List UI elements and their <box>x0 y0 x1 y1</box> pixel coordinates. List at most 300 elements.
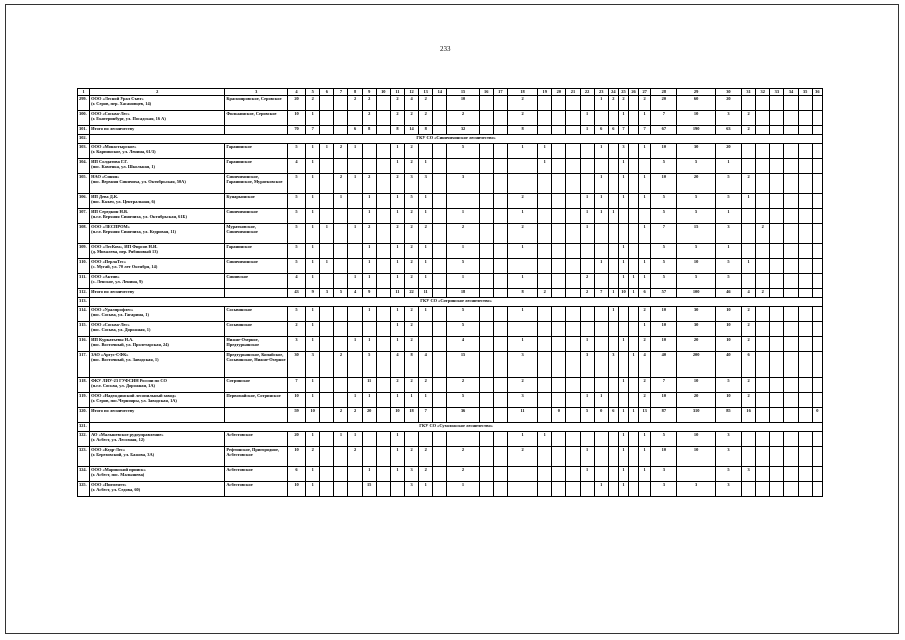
value-cell <box>348 111 362 126</box>
value-cell: 11 <box>507 408 537 423</box>
value-cell: 5 <box>677 209 715 224</box>
organization-name: ИП Дева Д.К. <box>91 194 119 199</box>
value-cell: 10 <box>447 96 479 111</box>
section-row <box>78 423 823 432</box>
organization-cell <box>90 322 225 337</box>
value-cell: 1 <box>419 393 433 408</box>
value-cell: 2 <box>507 378 537 393</box>
value-cell: 10 <box>651 393 677 408</box>
organization-cell <box>90 337 225 352</box>
value-cell <box>608 482 618 497</box>
value-cell <box>639 482 651 497</box>
column-number: 13 <box>419 89 433 96</box>
value-cell <box>756 408 770 423</box>
value-cell <box>608 174 618 194</box>
value-cell <box>479 126 493 135</box>
value-cell <box>618 393 628 408</box>
column-number: 27 <box>639 89 651 96</box>
value-cell: 4 <box>447 337 479 352</box>
organization-address: (г. Карпинское, ул. Ленина, 61/3) <box>91 149 156 154</box>
value-cell: 1 <box>447 244 479 259</box>
value-cell <box>798 144 812 159</box>
value-cell <box>784 307 798 322</box>
section-title: ГКУ СО «Сотринское лесничество» <box>90 298 823 307</box>
value-cell: 2 <box>334 352 348 378</box>
value-cell: 5 <box>651 274 677 289</box>
value-cell <box>594 224 608 244</box>
organization-address: (г. Екатеринбург, ул. Посадская, 16 А) <box>91 116 166 121</box>
value-cell: 8 <box>390 126 404 135</box>
value-cell: 1 <box>639 322 651 337</box>
column-number: 12 <box>404 89 418 96</box>
value-cell <box>376 259 390 274</box>
value-cell <box>376 126 390 135</box>
value-cell: 3 <box>677 482 715 497</box>
value-cell: 1 <box>639 224 651 244</box>
value-cell: 10 <box>651 322 677 337</box>
value-cell <box>770 352 784 378</box>
value-cell: 10 <box>651 447 677 467</box>
value-cell: 1 <box>348 224 362 244</box>
value-cell: 1 <box>419 259 433 274</box>
value-cell <box>433 159 447 174</box>
column-number: 30 <box>715 89 741 96</box>
value-cell <box>493 274 507 289</box>
value-cell <box>507 159 537 174</box>
value-cell: 1 <box>618 467 628 482</box>
value-cell <box>538 224 552 244</box>
value-cell: 1 <box>629 352 639 378</box>
value-cell <box>756 337 770 352</box>
section-title: ГКУ СО «Синячихинское лесничество» <box>90 135 823 144</box>
value-cell <box>629 393 639 408</box>
value-cell <box>594 307 608 322</box>
column-number: 6 <box>320 89 334 96</box>
value-cell <box>742 482 756 497</box>
value-cell: 2 <box>447 224 479 244</box>
value-cell: 14 <box>404 126 418 135</box>
row-number: 316. <box>78 337 90 352</box>
value-cell <box>479 289 493 298</box>
value-cell <box>756 432 770 447</box>
value-cell <box>770 96 784 111</box>
value-cell: 1 <box>306 467 320 482</box>
value-cell <box>629 126 639 135</box>
value-cell: 1 <box>507 337 537 352</box>
value-cell <box>812 209 822 224</box>
value-cell: 1 <box>618 159 628 174</box>
value-cell <box>348 307 362 322</box>
value-cell <box>362 144 376 159</box>
value-cell: 1 <box>306 482 320 497</box>
value-cell: 2 <box>447 467 479 482</box>
organization-address: (пос. Восточный, ул. Заводская, 1) <box>91 357 159 362</box>
table-row <box>78 393 823 408</box>
value-cell: 2 <box>404 209 418 224</box>
row-number: 315. <box>78 322 90 337</box>
value-cell: 70 <box>287 126 305 135</box>
value-cell <box>784 447 798 467</box>
value-cell <box>798 337 812 352</box>
value-cell <box>798 244 812 259</box>
value-cell <box>433 111 447 126</box>
value-cell: 5 <box>677 274 715 289</box>
value-cell <box>493 174 507 194</box>
value-cell: 1 <box>306 322 320 337</box>
column-number: 33 <box>770 89 784 96</box>
value-cell: 1 <box>390 307 404 322</box>
value-cell: 1 <box>306 432 320 447</box>
value-cell <box>812 467 822 482</box>
value-cell: 3 <box>618 144 628 159</box>
value-cell <box>812 289 822 298</box>
value-cell <box>629 378 639 393</box>
value-cell <box>580 432 594 447</box>
column-number: 14 <box>433 89 447 96</box>
value-cell: 5 <box>287 194 305 209</box>
value-cell: 1 <box>580 393 594 408</box>
value-cell: 2 <box>404 307 418 322</box>
value-cell: 20 <box>715 96 741 111</box>
value-cell <box>812 393 822 408</box>
value-cell <box>784 378 798 393</box>
organization-name: АО «Мальшевское рудоуправление» <box>91 432 164 437</box>
value-cell <box>608 467 618 482</box>
value-cell: 5 <box>715 259 741 274</box>
value-cell <box>433 224 447 244</box>
value-cell <box>618 209 628 224</box>
value-cell <box>756 194 770 209</box>
value-cell <box>479 174 493 194</box>
value-cell: 1 <box>594 174 608 194</box>
table-body <box>78 89 823 497</box>
value-cell <box>580 482 594 497</box>
value-cell <box>770 174 784 194</box>
value-cell: 1 <box>580 194 594 209</box>
table-row <box>78 408 823 423</box>
value-cell: 4 <box>287 159 305 174</box>
value-cell <box>566 174 580 194</box>
value-cell <box>566 289 580 298</box>
column-number: 34 <box>784 89 798 96</box>
organization-name: Итого по лесничеству <box>91 408 135 413</box>
value-cell <box>493 408 507 423</box>
value-cell <box>493 209 507 224</box>
value-cell: 3 <box>715 111 741 126</box>
table-row <box>78 482 823 497</box>
value-cell: 1 <box>618 194 628 209</box>
value-cell <box>334 337 348 352</box>
value-cell <box>376 393 390 408</box>
organization-address: (г. Серов, пос.Чернояры, ул. Заводская, 1А) <box>91 398 177 403</box>
value-cell <box>566 244 580 259</box>
value-cell <box>566 378 580 393</box>
value-cell <box>552 159 566 174</box>
value-cell <box>447 432 479 447</box>
value-cell <box>756 482 770 497</box>
value-cell <box>770 467 784 482</box>
row-number: 306. <box>78 194 90 209</box>
organization-name: ФКУ ЛИУ-23 ГУФСИН России по СО <box>91 378 167 383</box>
value-cell <box>608 337 618 352</box>
value-cell <box>608 393 618 408</box>
value-cell: 1 <box>306 244 320 259</box>
value-cell <box>538 209 552 224</box>
value-cell: 2 <box>348 447 362 467</box>
organization-cell <box>90 289 225 298</box>
value-cell <box>618 307 628 322</box>
value-cell <box>348 209 362 224</box>
value-cell: 11 <box>362 378 376 393</box>
value-cell: 5 <box>362 352 376 378</box>
value-cell <box>594 111 608 126</box>
column-number: 36 <box>812 89 822 96</box>
value-cell <box>320 126 334 135</box>
value-cell <box>507 174 537 194</box>
value-cell: 5 <box>287 224 305 244</box>
value-cell <box>784 126 798 135</box>
value-cell: 15 <box>447 352 479 378</box>
value-cell: 1 <box>580 447 594 467</box>
organization-name: ООО «Сосьва-Лес» <box>91 322 130 327</box>
row-number: 323. <box>78 447 90 467</box>
value-cell: 1 <box>362 337 376 352</box>
value-cell <box>770 447 784 467</box>
forestry-area: Сосьвинское <box>225 322 288 337</box>
value-cell <box>376 159 390 174</box>
value-cell: 1 <box>348 144 362 159</box>
value-cell <box>493 111 507 126</box>
value-cell <box>479 307 493 322</box>
value-cell <box>552 337 566 352</box>
forestry-area: Филькинское, Серовское <box>225 111 288 126</box>
value-cell <box>538 174 552 194</box>
value-cell <box>552 307 566 322</box>
row-number: 322. <box>78 432 90 447</box>
value-cell <box>798 159 812 174</box>
value-cell <box>784 194 798 209</box>
value-cell: 1 <box>594 209 608 224</box>
value-cell: 20 <box>362 408 376 423</box>
organization-address: (пос. Восточный, ул. Пролетарская, 24) <box>91 342 169 347</box>
value-cell <box>552 378 566 393</box>
value-cell <box>433 467 447 482</box>
value-cell <box>419 337 433 352</box>
value-cell: 3 <box>447 174 479 194</box>
value-cell <box>376 224 390 244</box>
value-cell <box>770 482 784 497</box>
value-cell <box>580 96 594 111</box>
value-cell <box>784 174 798 194</box>
value-cell <box>756 126 770 135</box>
column-number: 19 <box>538 89 552 96</box>
value-cell <box>552 209 566 224</box>
value-cell: 1 <box>390 209 404 224</box>
table-row <box>78 126 823 135</box>
value-cell <box>552 224 566 244</box>
value-cell: 2 <box>639 393 651 408</box>
value-cell: 8 <box>362 126 376 135</box>
value-cell: 1 <box>618 432 628 447</box>
value-cell <box>552 244 566 259</box>
forestry-area <box>225 408 288 423</box>
value-cell: 6 <box>742 352 756 378</box>
value-cell: 5 <box>287 307 305 322</box>
value-cell: 3 <box>320 289 334 298</box>
value-cell <box>812 447 822 467</box>
value-cell: 30 <box>677 322 715 337</box>
value-cell: 2 <box>507 447 537 467</box>
column-number-row <box>78 89 823 96</box>
value-cell <box>320 337 334 352</box>
value-cell: 1 <box>639 467 651 482</box>
value-cell <box>770 244 784 259</box>
value-cell <box>756 96 770 111</box>
value-cell: 5 <box>715 274 741 289</box>
value-cell <box>812 244 822 259</box>
value-cell <box>629 482 639 497</box>
value-cell <box>566 96 580 111</box>
value-cell <box>798 322 812 337</box>
row-number: 300. <box>78 111 90 126</box>
value-cell <box>580 307 594 322</box>
value-cell <box>770 144 784 159</box>
value-cell: 10 <box>287 447 305 467</box>
value-cell: 1 <box>629 274 639 289</box>
value-cell: 2 <box>756 224 770 244</box>
value-cell <box>798 259 812 274</box>
row-number: 301. <box>78 126 90 135</box>
value-cell <box>756 467 770 482</box>
value-cell <box>334 307 348 322</box>
value-cell <box>742 244 756 259</box>
column-number: 3 <box>225 89 288 96</box>
value-cell <box>479 408 493 423</box>
value-cell: 1 <box>348 274 362 289</box>
value-cell <box>552 174 566 194</box>
value-cell <box>629 337 639 352</box>
value-cell <box>390 482 404 497</box>
value-cell <box>538 408 552 423</box>
column-number: 7 <box>334 89 348 96</box>
value-cell: 1 <box>594 194 608 209</box>
value-cell <box>479 378 493 393</box>
value-cell <box>334 378 348 393</box>
value-cell: 5 <box>677 244 715 259</box>
value-cell: 1 <box>580 111 594 126</box>
value-cell <box>552 144 566 159</box>
value-cell: 15 <box>362 482 376 497</box>
value-cell <box>493 378 507 393</box>
value-cell <box>608 244 618 259</box>
value-cell <box>580 174 594 194</box>
value-cell <box>742 144 756 159</box>
value-cell: 20 <box>677 393 715 408</box>
organization-address: (пос. Калач, ул. Центральная, 6) <box>91 199 156 204</box>
value-cell: 2 <box>362 111 376 126</box>
value-cell <box>770 432 784 447</box>
value-cell <box>770 224 784 244</box>
value-cell: 6 <box>287 467 305 482</box>
organization-name: ООО «Актив» <box>91 274 120 279</box>
organization-name: ООО «Маринский прииск» <box>91 467 146 472</box>
value-cell <box>433 144 447 159</box>
value-cell: 200 <box>677 352 715 378</box>
value-cell <box>320 274 334 289</box>
value-cell: 1 <box>639 144 651 159</box>
value-cell <box>479 337 493 352</box>
value-cell <box>798 352 812 378</box>
organization-cell <box>90 144 225 159</box>
forestry-area: Кунарьинское <box>225 194 288 209</box>
value-cell <box>629 96 639 111</box>
value-cell: 2 <box>362 96 376 111</box>
forestry-area: Асбестовское <box>225 432 288 447</box>
column-number: 18 <box>507 89 537 96</box>
value-cell: 1 <box>306 307 320 322</box>
column-number: 26 <box>629 89 639 96</box>
value-cell <box>433 289 447 298</box>
value-cell <box>784 274 798 289</box>
value-cell: 1 <box>320 144 334 159</box>
value-cell <box>566 467 580 482</box>
value-cell <box>433 447 447 467</box>
value-cell <box>538 111 552 126</box>
value-cell: 1 <box>639 194 651 209</box>
value-cell: 2 <box>742 378 756 393</box>
value-cell <box>538 378 552 393</box>
value-cell: 2 <box>390 378 404 393</box>
value-cell: 1 <box>306 174 320 194</box>
value-cell <box>376 337 390 352</box>
value-cell: 10 <box>651 307 677 322</box>
value-cell: 1 <box>639 174 651 194</box>
value-cell: 10 <box>390 408 404 423</box>
value-cell <box>479 224 493 244</box>
value-cell <box>756 159 770 174</box>
value-cell <box>376 467 390 482</box>
value-cell <box>348 244 362 259</box>
column-number: 16 <box>479 89 493 96</box>
value-cell <box>580 259 594 274</box>
value-cell <box>798 307 812 322</box>
value-cell <box>566 224 580 244</box>
value-cell: 2 <box>348 408 362 423</box>
value-cell <box>376 174 390 194</box>
value-cell <box>507 467 537 482</box>
value-cell: 3 <box>715 447 741 467</box>
forestry-area: Гаранинское <box>225 244 288 259</box>
value-cell: 18 <box>447 289 479 298</box>
table-row <box>78 209 823 224</box>
value-cell <box>798 378 812 393</box>
value-cell: 1 <box>594 393 608 408</box>
value-cell <box>433 408 447 423</box>
organization-cell <box>90 126 225 135</box>
value-cell <box>798 274 812 289</box>
value-cell <box>493 244 507 259</box>
value-cell: 1 <box>348 174 362 194</box>
value-cell <box>756 174 770 194</box>
value-cell: 22 <box>404 289 418 298</box>
column-number: 1 <box>78 89 90 96</box>
value-cell: 2 <box>404 447 418 467</box>
value-cell: 3 <box>507 393 537 408</box>
value-cell <box>507 322 537 337</box>
value-cell: 6 <box>639 289 651 298</box>
value-cell: 2 <box>404 378 418 393</box>
value-cell <box>376 307 390 322</box>
